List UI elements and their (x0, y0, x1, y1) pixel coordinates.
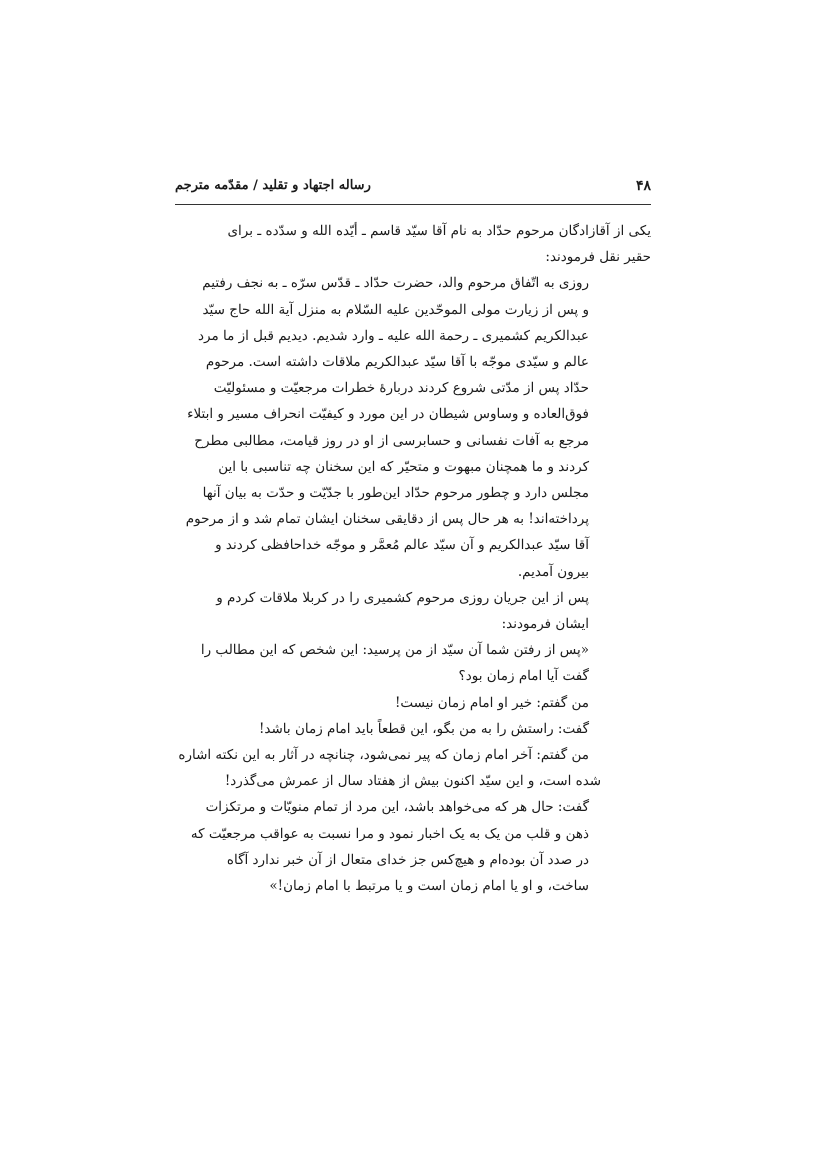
text-line: گفت: راستش را به من بگو، این قطعاً باید امام زمان باشد! (258, 720, 589, 737)
text-line: بیرون آمدیم. (517, 563, 589, 580)
text-line: عالم و سیّدی موجّه با آقا سیّد عبدالکریم ملاقات داشته است. مرحوم (205, 354, 589, 371)
text-line: ایشان فرمودند: (501, 616, 589, 633)
text-line: حقیر نقل فرمودند: (545, 249, 651, 266)
page-number: ۴۸ (635, 178, 651, 194)
text-line: پرداخته‌اند! به هر حال پس از دقایقی سخنان ایشان تمام شد و از مرحوم (185, 511, 589, 528)
text-line: ساخت، و او یا امام زمان است و یا مرتبط با امام زمان!» (269, 878, 589, 895)
text-line: در صدد آن بوده‌ام و هیچ‌کس جز خدای متعال از آن خبر ندارد آگاه (226, 851, 589, 868)
text-line: «پس از رفتن شما آن سیّد از من پرسید: این شخص که این مطالب را (200, 642, 589, 659)
story-paragraph (175, 270, 651, 584)
quote-answer (175, 690, 651, 716)
header-rule (175, 204, 651, 205)
text-line: من گفتم: آخر امام زمان که پیر نمی‌شود، چنانچه در آثار به این نکته اشاره (178, 747, 589, 764)
text-line: گفت: حال هر که می‌خواهد باشد، این مرد از تمام منویّات و مرتکزات (205, 799, 589, 816)
text-line: ذهن و قلب من یک به یک اخبار نمود و مرا نسبت به عواقب مرجعیّت که (190, 825, 589, 842)
text-line: عبدالکریم کشمیری ـ رحمة الله علیه ـ وارد شدیم. دیدیم قبل از ما مرد (198, 327, 589, 344)
running-title: رساله اجتهاد و تقلید / مقدّمه مترجم (175, 178, 371, 193)
text-line: مجلس دارد و چطور مرحوم حدّاد این‌طور با جدّیّت و حدّت به بیان آنها (202, 485, 589, 502)
text-line: روزی به اتّفاق مرحوم والد، حضرت حدّاد ـ قدّس سرّه ـ به نجف رفتیم (202, 275, 589, 292)
text-line: و پس از زیارت مولی الموحّدین علیه السّلام به منزل آیة الله حاج سیّد (202, 301, 589, 318)
text-line: کردند و ما همچنان مبهوت و متحیّر که این سخنان چه تناسبی با این (218, 458, 589, 475)
quote-question (175, 637, 651, 689)
running-header (175, 178, 651, 202)
text-line: پس از این جریان روزی مرحوم کشمیری را در کربلا ملاقات کردم و (216, 589, 589, 606)
meeting-paragraph (175, 585, 651, 637)
quote-reply (175, 742, 651, 768)
text-line: فوق‌العاده و وساوس شیطان در این مورد و کیفیّت انحراف مسیر و ابتلاء (187, 406, 589, 423)
text-line: شده است، و این سیّد اکنون بیش از هفتاد سال از عمرش می‌گذرد! (224, 773, 602, 790)
text-line: آقا سیّد عبدالکریم و آن سیّد عالم مُعمَّر و موجّه خداحافظی کردند و (215, 537, 589, 554)
quote-conclusion (175, 794, 651, 899)
quote-insist (175, 716, 651, 742)
text-line: مرجع به آفات نفسانی و حسابرسی از او در روز قیامت، مطالبی مطرح (194, 432, 589, 449)
text-line: یکی از آقازادگان مرحوم حدّاد به نام آقا سیّد قاسم ـ أیّده الله و سدّده ـ برای (227, 223, 651, 239)
text-line: گفت آیا امام زمان بود؟ (458, 668, 589, 685)
quote-reply-tail (175, 768, 651, 794)
text-line: حدّاد پس از مدّتی شروع کردند دربارهٔ خطرات مرجعیّت و مسئولیّت (213, 380, 589, 397)
intro-paragraph (175, 218, 651, 270)
main-text (175, 218, 651, 899)
text-line: من گفتم: خیر او امام زمان نیست! (394, 694, 589, 711)
